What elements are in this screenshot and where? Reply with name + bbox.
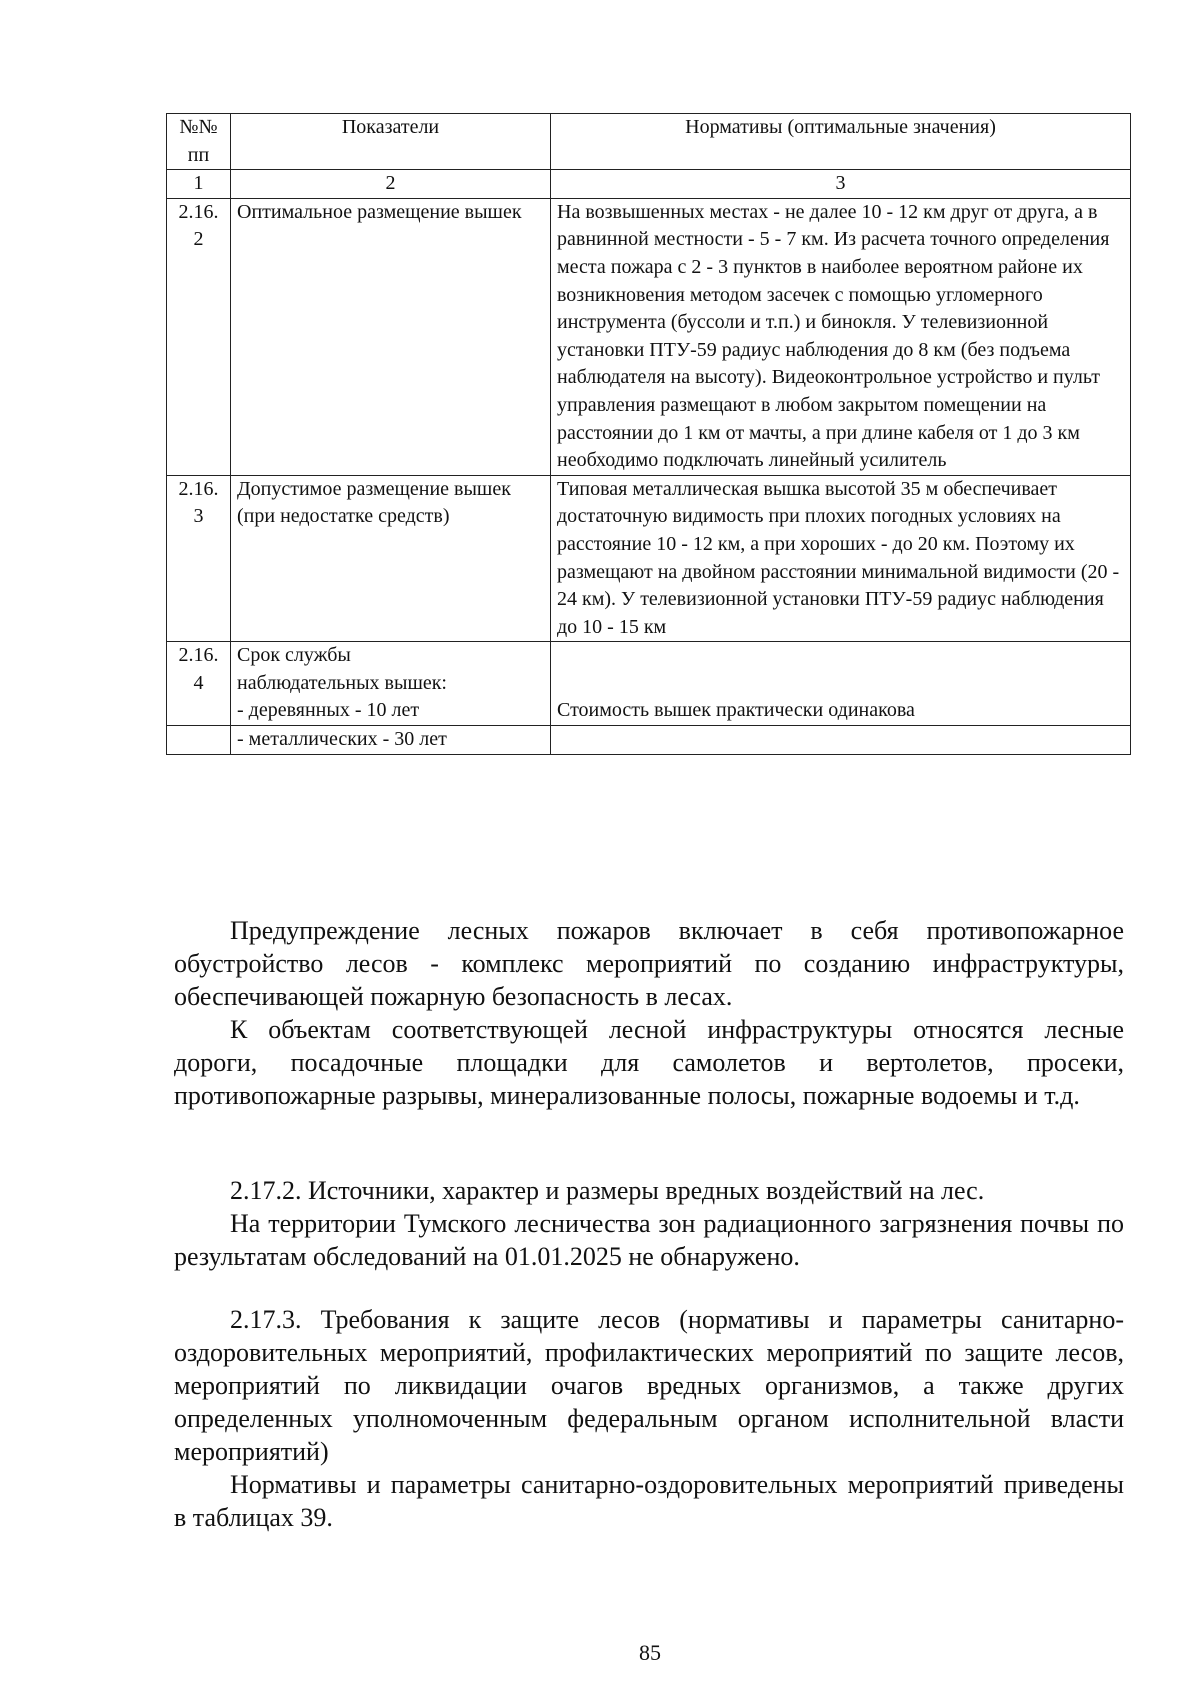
- table-header-row: [167, 114, 1131, 170]
- row-norm: [551, 726, 1131, 755]
- column-number-row: [167, 170, 1131, 199]
- column-number-1: 1: [167, 170, 231, 199]
- section-heading: 2.17.3. Требования к защите лесов (нормативы и параметры санитарно-оздоровительных мероприятий, профилактических мероприятий по защите лесов, мероприятий по ликвидации очагов вредных организмов, а также других определенных уполномоченным федеральным органом исполнительной власти мероприятий): [174, 1305, 1124, 1466]
- indicator-line: - деревянных - 10 лет: [237, 699, 420, 722]
- column-number-2: 2: [231, 170, 551, 199]
- page-number: 85: [639, 1640, 661, 1665]
- section-heading: 2.17.2. Источники, характер и размеры вредных воздействий на лес.: [230, 1176, 985, 1205]
- row-number: 2.16. 2: [167, 198, 231, 475]
- header-number: №№ пп: [167, 114, 231, 170]
- column-number-3: 3: [551, 170, 1131, 199]
- row-indicator: - металлических - 30 лет: [231, 726, 551, 755]
- paragraph: К объектам соответствующей лесной инфраструктуры относятся лесные дороги, посадочные площадки для самолетов и вертолетов, просеки, противопожарные разрывы, минерализованные полосы, пожарные водоемы и т.д.: [174, 1015, 1124, 1110]
- row-norm: Стоимость вышек практически одинакова: [551, 642, 1131, 726]
- indicator-line: Срок службы: [237, 644, 351, 667]
- table-row: [167, 726, 1131, 755]
- row-indicator: Оптимальное размещение вышек: [231, 198, 551, 475]
- row-indicator: Допустимое размещение вышек (при недостатке средств): [231, 475, 551, 642]
- body-section-harmful-impacts: [174, 1174, 1124, 1273]
- row-number: [167, 726, 231, 755]
- table-row: [167, 198, 1131, 475]
- indicator-line: наблюдательных вышек:: [237, 671, 447, 694]
- row-norm: Типовая металлическая вышка высотой 35 м обеспечивает достаточную видимость при плохих погодных условиях на расстояние 10 - 12 км, а при хороших - до 20 км. Поэтому их размещают на двойном расстоянии минимальной видимости (20 - 24 км). У телевизионной установки ПТУ-59 радиус наблюдения до 10 - 15 км: [551, 475, 1131, 642]
- body-section-fire-prevention: [174, 914, 1124, 1112]
- paragraph: Нормативы и параметры санитарно-оздоровительных мероприятий приведены в таблицах 39.: [174, 1470, 1124, 1532]
- paragraph: Предупреждение лесных пожаров включает в себя противопожарное обустройство лесов - комплекс мероприятий по созданию инфраструктуры, обеспечивающей пожарную безопасность в лесах.: [174, 916, 1124, 1011]
- paragraph: На территории Тумского лесничества зон радиационного загрязнения почвы по результатам обследований на 01.01.2025 не обнаружено.: [174, 1209, 1124, 1271]
- row-norm: На возвышенных местах - не далее 10 - 12 км друг от друга, а в равнинной местности - 5 - 7 км. Из расчета точного определения места пожара с 2 - 3 пунктов в наиболее вероятном районе их возникновения методом засечек с помощью угломерного инструмента (буссоли и т.п.) и бинокля. У телевизионной установки ПТУ-59 радиус наблюдения до 8 км (без подъема наблюдателя на высоту). Видеоконтрольное устройство и пульт управления размещают в любом закрытом помещении на расстоянии до 1 км от мачты, а при длине кабеля от 1 до 3 км необходимо подключать линейный усилитель: [551, 198, 1131, 475]
- row-indicator: [231, 642, 551, 726]
- header-norms: Нормативы (оптимальные значения): [551, 114, 1131, 170]
- table-row: [167, 642, 1131, 726]
- row-number: 2.16. 4: [167, 642, 231, 726]
- norms-table: [166, 113, 1131, 755]
- body-section-forest-protection: [174, 1303, 1124, 1534]
- header-indicators: Показатели: [231, 114, 551, 170]
- table-row: [167, 475, 1131, 642]
- row-number: 2.16. 3: [167, 475, 231, 642]
